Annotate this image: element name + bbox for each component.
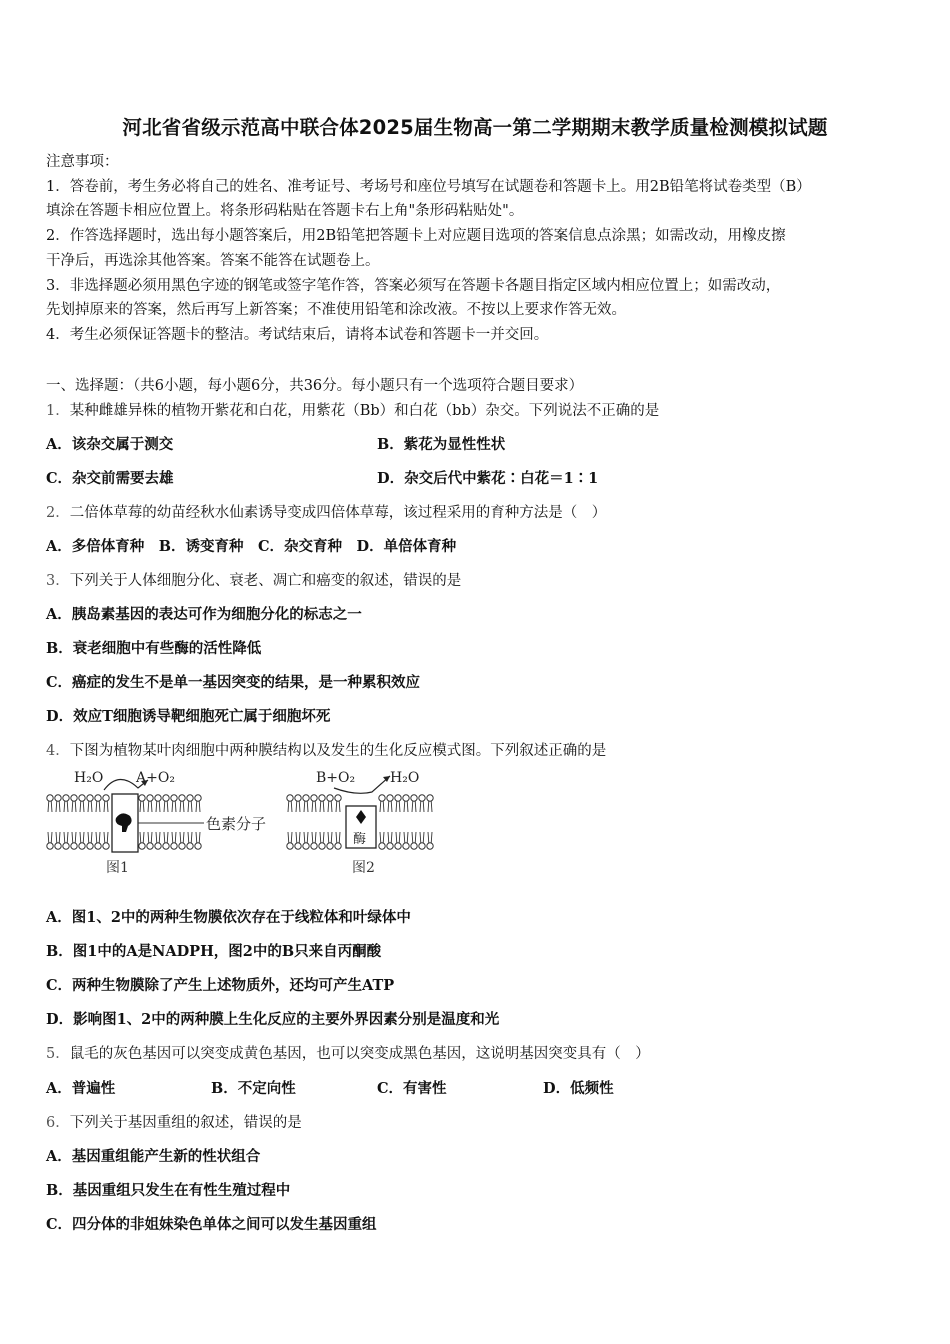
q5-option-d: D．低频性 [543, 1080, 614, 1097]
question-number: 5． [46, 1046, 70, 1062]
notice-line: 4．考生必须保证答题卡的整洁。考试结束后，请将本试卷和答题卡一并交回。 [46, 327, 549, 343]
q3-option-c: C．癌症的发生不是单一基因突变的结果，是一种累积效应 [46, 674, 421, 691]
fig2-caption: 图2 [352, 860, 375, 876]
fig2-reactant-label: B+O₂ [316, 770, 356, 786]
question-stem: 下列关于基因重组的叙述，错误的是 [69, 1115, 302, 1131]
q5-option-c: C．有害性 [377, 1080, 447, 1097]
question-stem: 鼠毛的灰色基因可以突变成黄色基因，也可以突变成黑色基因，这说明基因突变具有（ ） [69, 1046, 650, 1062]
fig2-h2o-label: H₂O [390, 770, 420, 786]
q1-option-a: A．该杂交属于测交 [46, 436, 174, 453]
q5-option-b: B．不定向性 [211, 1080, 296, 1097]
membrane-diagram [44, 766, 444, 876]
page-title: 河北省省级示范高中联合体2025届生物高一第二学期期末教学质量检测模拟试题 [122, 116, 828, 139]
question-stem: 某种雌雄异株的植物开紫花和白花，用紫花（Bb）和白花（bb）杂交。下列说法不正确的是 [69, 403, 660, 419]
q4-option-c: C．两种生物膜除了产生上述物质外，还均可产生ATP [46, 977, 395, 994]
q6-option-b: B．基因重组只发生在有性生殖过程中 [46, 1182, 291, 1199]
q3-option-d: D．效应T细胞诱导靶细胞死亡属于细胞坏死 [46, 708, 331, 725]
question-4 [46, 741, 606, 761]
fig1-h2o-label: H₂O [74, 770, 104, 786]
question-6 [46, 1113, 302, 1133]
question-number: 1． [46, 403, 70, 419]
question-5 [46, 1044, 650, 1064]
q1-option-b: B．紫花为显性性状 [377, 436, 506, 453]
question-stem: 二倍体草莓的幼苗经秋水仙素诱导变成四倍体草莓，该过程采用的育种方法是（ ） [69, 505, 607, 521]
section-heading: 一、选择题：（共6小题，每小题6分，共36分。每小题只有一个选项符合题目要求） [46, 378, 584, 394]
q1-option-d: D．杂交后代中紫花∶白花＝1∶1 [377, 470, 599, 487]
q3-option-b: B．衰老细胞中有些酶的活性降低 [46, 640, 262, 657]
question-3 [46, 571, 461, 591]
q4-option-d: D．影响图1、2中的两种膜上生化反应的主要外界因素分别是温度和光 [46, 1011, 500, 1028]
question-2 [46, 503, 606, 523]
q3-option-a: A．胰岛素基因的表达可作为细胞分化的标志之一 [46, 606, 362, 623]
enzyme-label: 酶 [353, 832, 367, 847]
q2-options: A．多倍体育种 B．诱变育种 C．杂交育种 D．单倍体育种 [46, 538, 457, 555]
question-number: 4． [46, 743, 70, 759]
notice-line: 3．非选择题必须用黑色字迹的钢笔或签字笔作答，答案必须写在答题卡各题目指定区域内相应位置上；如需改动， [46, 278, 781, 294]
q6-option-a: A．基因重组能产生新的性状组合 [46, 1148, 261, 1165]
q4-option-a: A．图1、2中的两种生物膜依次存在于线粒体和叶绿体中 [46, 909, 411, 926]
fig1-product-label: A+O₂ [136, 770, 175, 786]
question-stem: 下图为植物某叶肉细胞中两种膜结构以及发生的生化反应模式图。下列叙述正确的是 [69, 743, 607, 759]
notice-line: 1．答卷前，考生务必将自己的姓名、准考证号、考场号和座位号填写在试题卷和答题卡上。用2B铅笔将试卷类型（B） [46, 179, 811, 195]
question-number: 2． [46, 505, 70, 521]
notice-heading: 注意事项： [46, 154, 119, 170]
question-stem: 下列关于人体细胞分化、衰老、凋亡和癌变的叙述，错误的是 [69, 573, 462, 589]
q1-option-c: C．杂交前需要去雄 [46, 470, 174, 487]
question-number: 6． [46, 1115, 70, 1131]
fig1-caption: 图1 [106, 860, 129, 876]
q6-option-c: C．四分体的非姐妹染色单体之间可以发生基因重组 [46, 1216, 377, 1233]
notice-line: 干净后，再选涂其他答案。答案不能答在试题卷上。 [46, 253, 380, 269]
membrane-figure [44, 766, 444, 876]
pigment-label: 色素分子 [206, 815, 267, 833]
q5-option-a: A．普遍性 [46, 1080, 116, 1097]
question-1 [46, 401, 659, 421]
notice-line: 先划掉原来的答案，然后再写上新答案；不准使用铅笔和涂改液。不按以上要求作答无效。 [46, 302, 626, 318]
notice-line: 2．作答选择题时，选出每小题答案后，用2B铅笔把答题卡上对应题目选项的答案信息点涂黑；如需改动，用橡皮擦 [46, 228, 786, 244]
q4-option-b: B．图1中的A是NADPH，图2中的B只来自丙酮酸 [46, 943, 382, 960]
notice-line: 填涂在答题卡相应位置上。将条形码粘贴在答题卡右上角"条形码粘贴处"。 [46, 203, 524, 219]
question-number: 3． [46, 573, 70, 589]
